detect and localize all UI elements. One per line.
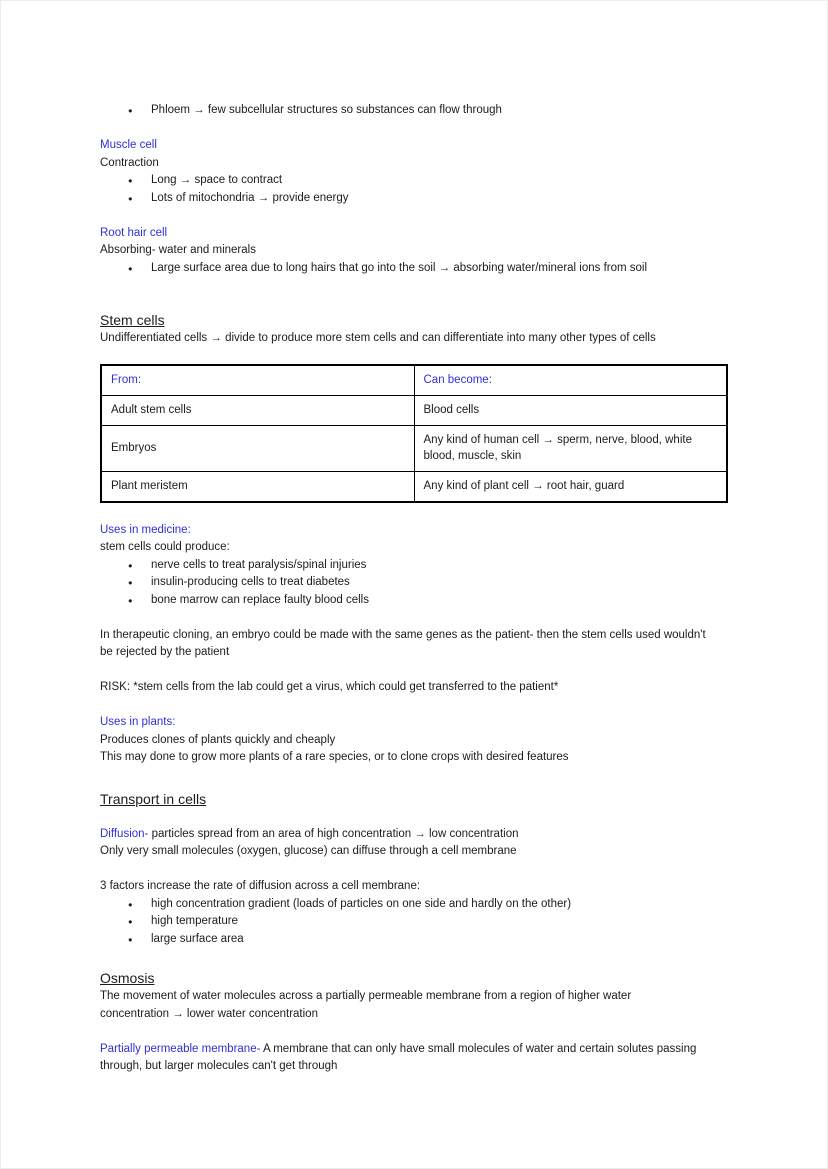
table-row <box>101 395 727 425</box>
table-cell: Any kind of plant cell → root hair, guard <box>414 471 727 502</box>
table-cell: Plant meristem <box>101 471 414 502</box>
factor-bullet-3: ● large surface area <box>100 931 727 949</box>
root-hair-heading: Root hair cell <box>100 226 168 239</box>
diffusion-line-2: Only very small molecules (oxygen, glucose) can diffuse through a cell membrane <box>100 845 517 857</box>
medicine-bullet-1: ● nerve cells to treat paralysis/spinal injuries <box>100 557 727 575</box>
muscle-cell-subheading: Contraction <box>100 156 159 169</box>
table-row <box>101 471 727 502</box>
therapeutic-cloning-paragraph: In therapeutic cloning, an embryo could be made with the same genes as the patient- then the stem cells used wouldn't be rejected by the patient <box>100 628 706 658</box>
table-cell: Blood cells <box>414 395 727 425</box>
stem-cells-intro: Undifferentiated cells → divide to produce more stem cells and can differentiate into many other types of cells <box>100 332 656 344</box>
ppm-term: Partially permeable membrane- <box>100 1042 261 1055</box>
table-cell: Embryos <box>101 425 414 471</box>
root-hair-bullet-1: ● Large surface area due to long hairs that go into the soil → absorbing water/mineral ions from soil <box>100 260 727 278</box>
table-header-row <box>101 365 727 396</box>
medicine-bullet-3: ● bone marrow can replace faulty blood cells <box>100 592 727 610</box>
root-hair-bullets <box>100 260 727 278</box>
uses-in-medicine-intro: stem cells could produce: <box>100 541 230 553</box>
stem-cells-heading: Stem cells <box>100 312 165 328</box>
medicine-bullets <box>100 557 727 610</box>
ppm-definition <box>100 1041 725 1076</box>
risk-paragraph: RISK: *stem cells from the lab could get a virus, which could get transferred to the patient* <box>100 681 559 693</box>
muscle-bullet-1: ● Long → space to contract <box>100 172 727 190</box>
muscle-cell-bullets <box>100 172 727 207</box>
root-hair-subheading: Absorbing- water and minerals <box>100 244 256 256</box>
medicine-bullet-2: ● insulin-producing cells to treat diabetes <box>100 574 727 592</box>
transport-in-cells-heading: Transport in cells <box>100 790 207 807</box>
table-header-from: From: <box>101 365 414 396</box>
table-cell: Any kind of human cell → sperm, nerve, blood, white blood, muscle, skin <box>414 425 727 471</box>
plants-line-1: Produces clones of plants quickly and cheaply <box>100 733 336 746</box>
osmosis-heading: Osmosis <box>100 970 155 986</box>
uses-in-plants-heading: Uses in plants: <box>100 716 176 728</box>
ppm-def-text: A membrane that can only have small molecules of water and certain solutes passing through, but larger molecules can't get through <box>100 1042 697 1072</box>
muscle-cell-heading: Muscle cell <box>100 139 157 151</box>
diffusion-term: Diffusion- <box>100 827 149 840</box>
factor-bullet-2: ● high temperature <box>100 913 727 931</box>
table-row <box>101 425 727 471</box>
diffusion-def-text: particles spread from an area of high concentration → low concentration <box>148 827 519 840</box>
stem-cells-table <box>100 364 728 503</box>
factor-bullet-1: ● high concentration gradient (loads of particles on one side and hardly on the other) <box>100 896 727 914</box>
phloem-bullet: ● Phloem → few subcellular structures so substances can flow through <box>100 102 727 120</box>
phloem-bullet-list <box>100 102 727 120</box>
osmosis-definition: The movement of water molecules across a partially permeable membrane from a region of higher water concentration → lower water concentration <box>100 990 632 1020</box>
diffusion-definition <box>100 826 727 844</box>
uses-in-medicine-heading: Uses in medicine: <box>100 523 191 536</box>
table-cell: Adult stem cells <box>101 395 414 425</box>
plants-line-2: This may done to grow more plants of a rare species, or to clone crops with desired features <box>100 751 569 763</box>
factors-intro: 3 factors increase the rate of diffusion across a cell membrane: <box>100 880 421 892</box>
table-header-can-become: Can become: <box>414 365 727 396</box>
muscle-bullet-2: ● Lots of mitochondria → provide energy <box>100 190 727 208</box>
factors-bullets <box>100 896 727 949</box>
